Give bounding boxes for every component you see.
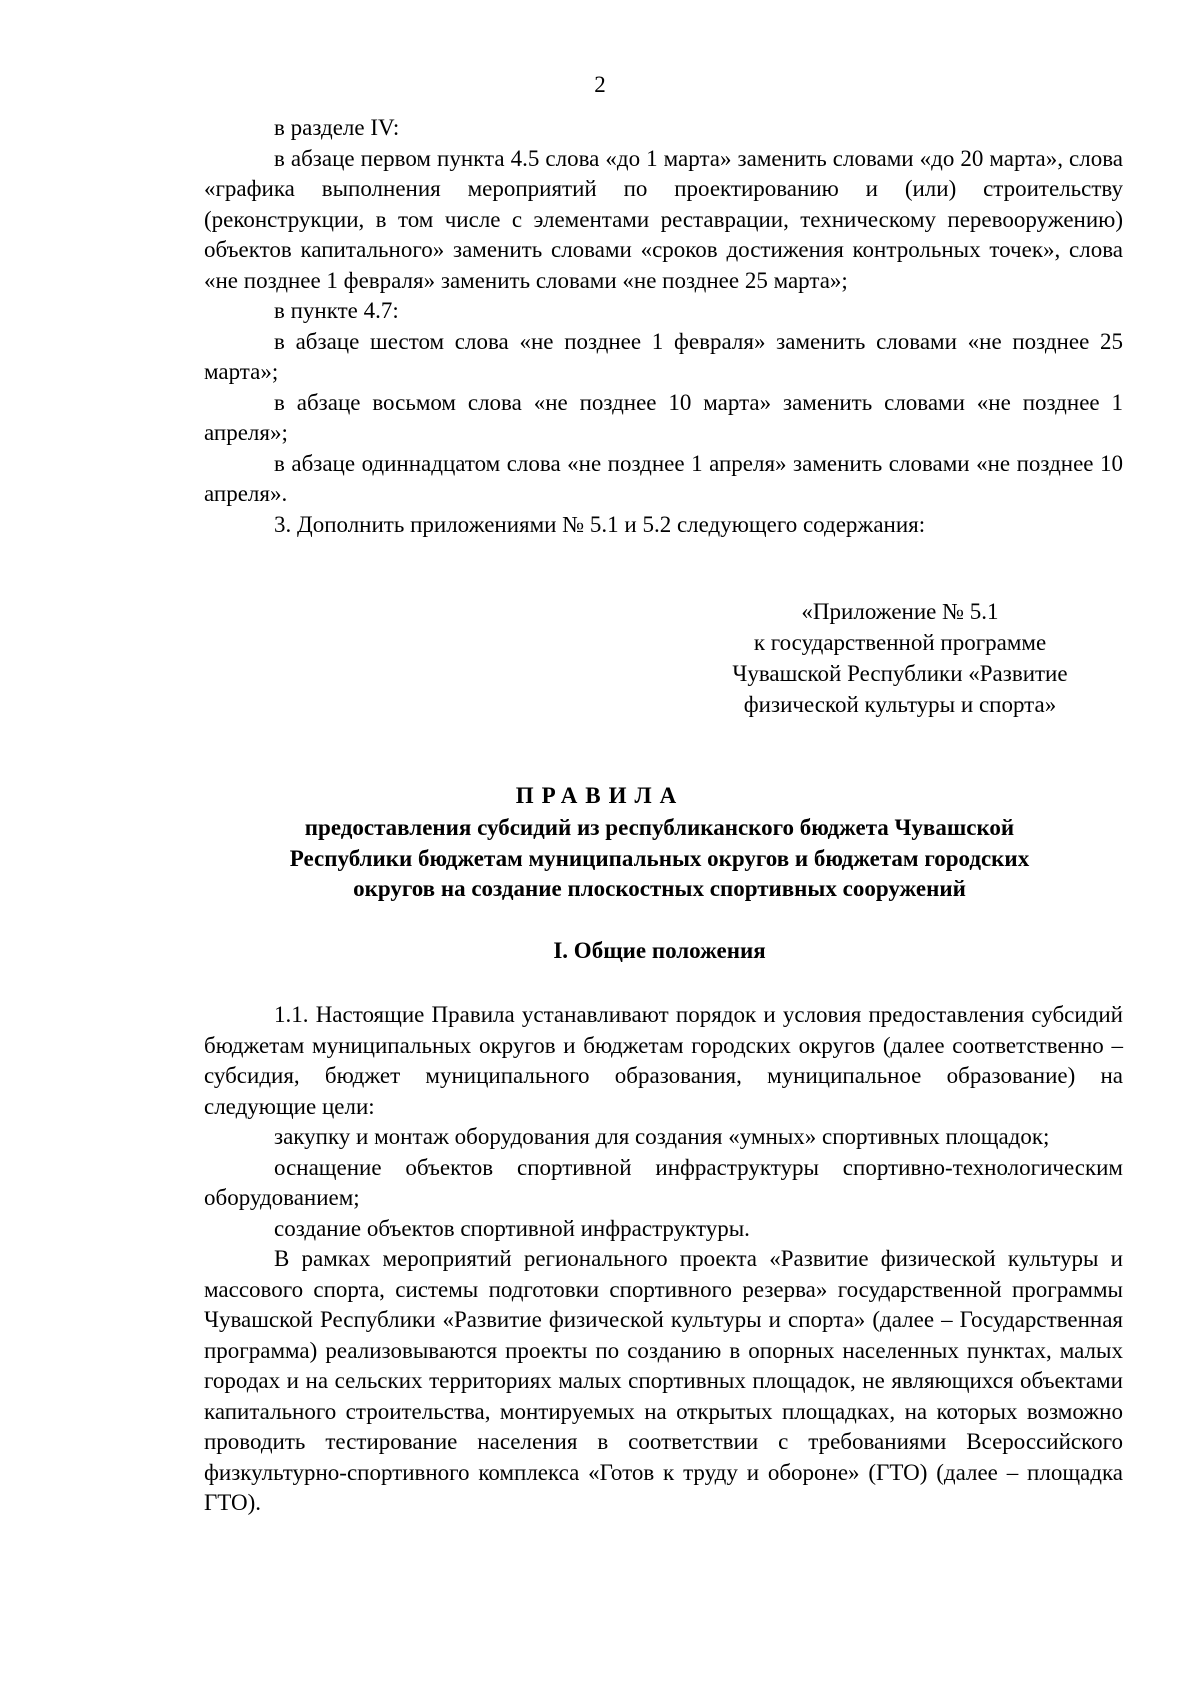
amendments-block bbox=[204, 113, 1123, 540]
amendment-paragraph: в абзаце шестом слова «не позднее 1 февраля» заменить словами «не позднее 25 марта»; bbox=[204, 328, 1123, 384]
rules-subtitle bbox=[200, 813, 1119, 905]
body-paragraph: В рамках мероприятий регионального проекта «Развитие физической культуры и массового спорта, системы подготовки спортивного резерва» государственной программы Чувашской Республики «Развитие физической культуры и спорта» (далее – Государственная программа) реализовываются проекты по созданию в опорных населенных пунктах, малых городах и на сельских территориях малых спортивных площадок, не являющихся объектами капитального строительства, монтируемых на открытых площадках, на которых возможно проводить тестирование населения в соответствии с требованиями Всероссийского физкультурно-спортивного комплекса «Готов к труду и обороне» (ГТО) (далее – площадка ГТО). bbox=[204, 1246, 1123, 1515]
appendix-line: к государственной программе bbox=[753, 630, 1047, 655]
rules-subtitle-line: Республики бюджетам муниципальных округов и бюджетам городских bbox=[289, 845, 1030, 871]
amendment-paragraph: в абзаце первом пункта 4.5 слова «до 1 марта» заменить словами «до 20 марта», слова «графика выполнения мероприятий по проектированию и (или) строительству (реконструкции, в том числе с элементами реставрации, техническому перевооружению) объектов капитального» заменить словами «сроков достижения контрольных точек», слова «не позднее 1 февраля» заменить словами «не позднее 25 марта»; bbox=[204, 145, 1123, 293]
appendix-header bbox=[640, 596, 1160, 720]
appendix-line: Чувашской Республики «Развитие bbox=[732, 661, 1068, 686]
amendment-paragraph: в абзаце восьмом слова «не позднее 10 марта» заменить словами «не позднее 1 апреля»; bbox=[204, 389, 1123, 445]
body-paragraph: 1.1. Настоящие Правила устанавливают порядок и условия предоставления субсидий бюджетам муниципальных округов и бюджетам городских округов (далее соответственно – субсидия, бюджет муниципального образования, муниципальное образование) на следующие цели: bbox=[204, 1002, 1123, 1119]
body-paragraph: создание объектов спортивной инфраструктуры. bbox=[274, 1215, 750, 1241]
amendment-paragraph: в абзаце одиннадцатом слова «не позднее 1 апреля» заменить словами «не позднее 10 апреля». bbox=[204, 450, 1123, 506]
amendment-paragraph: в разделе IV: bbox=[274, 115, 400, 140]
section-heading: I. Общие положения bbox=[553, 938, 766, 963]
body-paragraph: закупку и монтаж оборудования для создания «умных» спортивных площадок; bbox=[274, 1124, 1050, 1149]
appendix-line: физической культуры и спорта» bbox=[743, 692, 1057, 717]
rules-subtitle-line: округов на создание плоскостных спортивных сооружений bbox=[353, 876, 966, 901]
rules-subtitle-line: предоставления субсидий из республиканского бюджета Чувашской bbox=[304, 815, 1015, 840]
amendment-paragraph: 3. Дополнить приложениями № 5.1 и 5.2 следующего содержания: bbox=[274, 511, 926, 537]
body-paragraph: оснащение объектов спортивной инфраструктуры спортивно-технологическим оборудованием; bbox=[204, 1154, 1123, 1210]
general-provisions-body bbox=[204, 1000, 1123, 1519]
appendix-line: «Приложение № 5.1 bbox=[801, 599, 999, 624]
rules-title: ПРАВИЛА bbox=[515, 783, 685, 808]
page-number: 2 bbox=[594, 72, 606, 97]
amendment-paragraph: в пункте 4.7: bbox=[274, 298, 399, 323]
